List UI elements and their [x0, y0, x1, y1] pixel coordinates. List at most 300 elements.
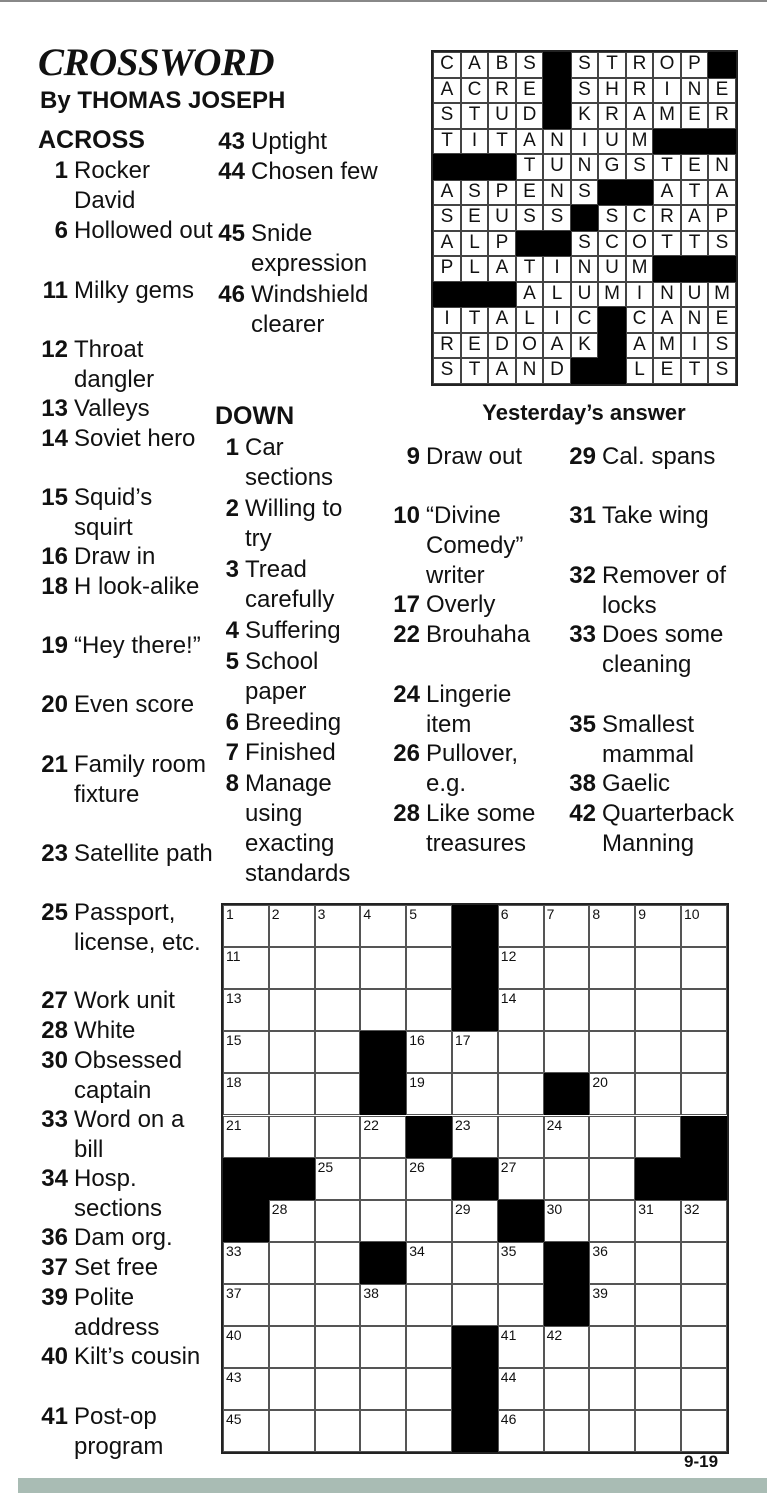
grid-cell[interactable] — [635, 1116, 681, 1158]
grid-cell[interactable] — [452, 1284, 498, 1326]
answer-black-square — [653, 129, 681, 155]
answer-letter: I — [543, 256, 571, 282]
grid-cell[interactable] — [360, 1200, 406, 1242]
grid-cell[interactable] — [269, 1284, 315, 1326]
answer-letter: S — [626, 154, 654, 180]
down-clue: 7 Finished — [225, 739, 336, 766]
grid-cell[interactable] — [498, 1368, 544, 1410]
answer-letter: N — [516, 358, 544, 384]
grid-black-square — [544, 1242, 590, 1284]
answer-letter: L — [626, 358, 654, 384]
across-clue: 25 Passport, license, etc. — [41, 899, 201, 956]
grid-cell[interactable] — [635, 1368, 681, 1410]
grid-cell[interactable] — [269, 1200, 315, 1242]
down-clue: 38 Gaelic — [569, 770, 671, 797]
grid-cell[interactable] — [681, 1200, 727, 1242]
answer-letter: S — [461, 180, 489, 206]
answer-letter: P — [488, 180, 516, 206]
grid-cell[interactable] — [681, 905, 727, 947]
grid-cell[interactable] — [589, 1116, 635, 1158]
grid-cell[interactable] — [544, 947, 590, 989]
answer-letter: S — [516, 205, 544, 231]
grid-cell[interactable] — [498, 905, 544, 947]
clue-number: 36 — [592, 1242, 608, 1259]
clue-number: 33 — [226, 1242, 242, 1259]
grid-cell[interactable] — [315, 1326, 361, 1368]
grid-cell[interactable] — [269, 947, 315, 989]
across-clue: 33 Word on a bill — [41, 1106, 185, 1163]
answer-letter: A — [708, 180, 736, 206]
down-clue: 8 Manage using exacting standards — [225, 770, 351, 887]
answer-letter: A — [516, 129, 544, 155]
grid-cell[interactable] — [589, 905, 635, 947]
answer-letter: N — [543, 180, 571, 206]
grid-cell[interactable] — [635, 905, 681, 947]
grid-cell[interactable] — [406, 1284, 452, 1326]
answer-letter: S — [598, 205, 626, 231]
answer-letter: L — [543, 282, 571, 308]
across-clue: 37 Set free — [41, 1254, 159, 1281]
clue-number: 14 — [500, 990, 517, 1007]
grid-black-square — [360, 1242, 406, 1284]
answer-letter: P — [433, 256, 461, 282]
answer-black-square — [488, 282, 516, 308]
answer-letter: A — [653, 180, 681, 206]
answer-letter: N — [571, 154, 599, 180]
grid-cell[interactable] — [498, 1284, 544, 1326]
answer-letter: C — [626, 205, 654, 231]
answer-letter: A — [626, 103, 654, 129]
grid-cell[interactable] — [681, 1368, 727, 1410]
grid-cell[interactable] — [315, 989, 361, 1031]
grid-cell[interactable] — [498, 1410, 544, 1452]
grid-cell[interactable] — [223, 1410, 269, 1452]
answer-letter: S — [571, 231, 599, 257]
grid-cell[interactable] — [544, 1031, 590, 1073]
clue-number: 1 — [226, 906, 234, 922]
answer-letter: U — [571, 282, 599, 308]
grid-cell[interactable] — [223, 1242, 269, 1284]
grid-cell[interactable] — [452, 1073, 498, 1115]
grid-black-square — [681, 1116, 727, 1158]
grid-cell[interactable] — [406, 1158, 452, 1200]
grid-cell[interactable] — [223, 1326, 269, 1368]
grid-black-square — [452, 1410, 498, 1452]
grid-cell[interactable] — [681, 989, 727, 1031]
answer-letter: E — [708, 307, 736, 333]
answer-letter: I — [543, 307, 571, 333]
clue-number: 8 — [592, 906, 601, 922]
grid-cell[interactable] — [315, 905, 361, 947]
grid-cell[interactable] — [589, 1284, 635, 1326]
answer-black-square — [433, 154, 461, 180]
grid-cell[interactable] — [681, 1031, 727, 1073]
answer-letter: N — [681, 78, 709, 104]
across-clue: 15 Squid’s squirt — [41, 484, 153, 541]
across-clue: 36 Dam org. — [41, 1224, 173, 1251]
grid-cell[interactable] — [360, 1368, 406, 1410]
answer-black-square — [708, 129, 736, 155]
answer-letter: I — [433, 307, 461, 333]
answer-letter: O — [653, 52, 681, 78]
grid-cell[interactable] — [360, 1158, 406, 1200]
answer-black-square — [598, 333, 626, 359]
grid-cell[interactable] — [635, 1200, 681, 1242]
byline: By THOMAS JOSEPH — [40, 87, 286, 114]
answer-letter: A — [433, 231, 461, 257]
answer-letter: T — [433, 129, 461, 155]
grid-cell[interactable] — [406, 1200, 452, 1242]
grid-cell[interactable] — [589, 1031, 635, 1073]
clue-number: 19 — [409, 1074, 425, 1091]
answer-letter: C — [461, 78, 489, 104]
answer-letter: S — [433, 358, 461, 384]
answer-letter: C — [433, 52, 461, 78]
top-rule — [0, 0, 767, 2]
grid-cell[interactable] — [498, 1031, 544, 1073]
clue-number: 28 — [271, 1200, 288, 1217]
answer-black-square — [543, 52, 571, 78]
answer-letter: A — [488, 256, 516, 282]
answer-letter: L — [461, 231, 489, 257]
grid-cell[interactable] — [498, 1158, 544, 1200]
across-clue: 21 Family room fixture — [41, 751, 207, 808]
grid-cell[interactable] — [223, 1116, 269, 1158]
answer-letter: A — [543, 333, 571, 359]
grid-black-square — [406, 1116, 452, 1158]
grid-cell[interactable] — [452, 1242, 498, 1284]
grid-black-square — [544, 1073, 590, 1115]
grid-cell[interactable] — [223, 905, 269, 947]
answer-letter: O — [626, 231, 654, 257]
grid-cell[interactable] — [589, 1368, 635, 1410]
crossword-grid[interactable] — [221, 903, 729, 1454]
grid-cell[interactable] — [589, 1158, 635, 1200]
grid-cell[interactable] — [498, 989, 544, 1031]
grid-cell[interactable] — [360, 1284, 406, 1326]
down-clue: 26 Pullover, e.g. — [393, 740, 519, 797]
answer-letter: I — [571, 129, 599, 155]
grid-black-square — [635, 1158, 681, 1200]
answer-letter: S — [433, 103, 461, 129]
across-clue: 19 “Hey there!” — [41, 632, 201, 659]
answer-letter: A — [516, 282, 544, 308]
grid-cell[interactable] — [544, 1200, 590, 1242]
grid-cell[interactable] — [681, 1242, 727, 1284]
answer-black-square — [461, 282, 489, 308]
answer-letter: A — [433, 78, 461, 104]
across-clue: 6 Hollowed out — [54, 217, 213, 244]
answer-letter: A — [433, 180, 461, 206]
answer-black-square — [543, 78, 571, 104]
across-clue: 28 White — [41, 1017, 136, 1044]
grid-cell[interactable] — [406, 989, 452, 1031]
answer-letter: G — [598, 154, 626, 180]
grid-cell[interactable] — [360, 1326, 406, 1368]
answer-letter: A — [681, 205, 709, 231]
grid-cell[interactable] — [406, 1031, 452, 1073]
answer-letter: R — [626, 52, 654, 78]
grid-cell[interactable] — [406, 1368, 452, 1410]
grid-cell[interactable] — [589, 1410, 635, 1452]
answer-letter: R — [708, 103, 736, 129]
answer-letter: S — [571, 52, 599, 78]
grid-cell[interactable] — [544, 1326, 590, 1368]
answer-letter: D — [543, 358, 571, 384]
grid-cell[interactable] — [544, 1368, 590, 1410]
answer-letter: N — [708, 154, 736, 180]
grid-cell[interactable] — [544, 989, 590, 1031]
answer-letter: T — [681, 231, 709, 257]
grid-cell[interactable] — [360, 947, 406, 989]
clue-number: 17 — [455, 1032, 471, 1049]
down-clue: 28 Like some treasures — [393, 800, 536, 857]
grid-cell[interactable] — [360, 989, 406, 1031]
grid-cell[interactable] — [360, 1410, 406, 1452]
grid-cell[interactable] — [635, 947, 681, 989]
grid-cell[interactable] — [589, 1200, 635, 1242]
answer-letter: B — [488, 52, 516, 78]
grid-cell[interactable] — [681, 1410, 727, 1452]
down-heading: DOWN — [215, 402, 295, 430]
grid-cell[interactable] — [498, 1073, 544, 1115]
across-clue: 46 Windshield clearer — [218, 281, 369, 338]
answer-letter: U — [681, 282, 709, 308]
answer-letter: T — [461, 307, 489, 333]
grid-cell[interactable] — [315, 1158, 361, 1200]
answer-black-square — [461, 154, 489, 180]
down-clue: 17 Overly — [393, 591, 496, 618]
across-clue: 18 H look-alike — [41, 573, 200, 600]
across-clue: 39 Polite address — [41, 1284, 160, 1341]
answer-letter: R — [433, 333, 461, 359]
grid-cell[interactable] — [498, 1242, 544, 1284]
grid-cell[interactable] — [635, 1031, 681, 1073]
grid-cell[interactable] — [406, 1410, 452, 1452]
grid-black-square — [452, 989, 498, 1031]
answer-letter: T — [461, 103, 489, 129]
grid-cell[interactable] — [498, 1116, 544, 1158]
answer-letter: T — [516, 154, 544, 180]
answer-letter: K — [571, 333, 599, 359]
grid-cell[interactable] — [589, 1073, 635, 1115]
clue-number: 13 — [226, 990, 242, 1007]
grid-cell[interactable] — [269, 989, 315, 1031]
grid-cell[interactable] — [498, 1326, 544, 1368]
answer-letter: U — [488, 103, 516, 129]
grid-cell[interactable] — [589, 989, 635, 1031]
grid-cell[interactable] — [635, 1326, 681, 1368]
grid-cell[interactable] — [544, 1410, 590, 1452]
clue-number: 40 — [226, 1327, 242, 1343]
grid-cell[interactable] — [360, 1116, 406, 1158]
grid-cell[interactable] — [269, 1116, 315, 1158]
across-clue: 12 Throat dangler — [41, 336, 155, 393]
grid-cell[interactable] — [635, 1073, 681, 1115]
grid-cell[interactable] — [452, 1031, 498, 1073]
grid-cell[interactable] — [681, 1073, 727, 1115]
across-clue: 23 Satellite path — [41, 840, 213, 867]
answer-black-square — [708, 256, 736, 282]
down-clue: 1 Car sections — [225, 434, 334, 491]
grid-cell[interactable] — [269, 1073, 315, 1115]
answer-letter: E — [708, 78, 736, 104]
grid-cell[interactable] — [406, 1073, 452, 1115]
grid-black-square — [452, 1158, 498, 1200]
across-clue: 14 Soviet hero — [41, 425, 196, 452]
grid-cell[interactable] — [269, 1242, 315, 1284]
grid-cell[interactable] — [223, 1368, 269, 1410]
grid-cell[interactable] — [635, 1410, 681, 1452]
grid-cell[interactable] — [635, 1242, 681, 1284]
grid-black-square — [360, 1073, 406, 1115]
grid-cell[interactable] — [223, 989, 269, 1031]
answer-letter: A — [488, 307, 516, 333]
answer-letter: M — [653, 333, 681, 359]
clue-number: 31 — [638, 1200, 654, 1217]
answer-black-square — [488, 154, 516, 180]
clue-number: 10 — [684, 906, 700, 922]
grid-cell[interactable] — [315, 1242, 361, 1284]
answer-letter: L — [461, 256, 489, 282]
grid-black-square — [681, 1158, 727, 1200]
clue-number: 34 — [409, 1242, 425, 1259]
page-title: CROSSWORD — [38, 41, 275, 84]
answer-letter: U — [543, 154, 571, 180]
grid-cell[interactable] — [315, 1031, 361, 1073]
down-clue: 2 Willing to try — [225, 495, 343, 552]
clue-number: 12 — [500, 948, 517, 965]
answer-letter: I — [681, 333, 709, 359]
grid-cell[interactable] — [544, 1116, 590, 1158]
answer-letter: T — [598, 52, 626, 78]
answer-letter: T — [488, 129, 516, 155]
grid-cell[interactable] — [269, 1326, 315, 1368]
puzzle-date: 9-19 — [684, 1452, 719, 1471]
answer-letter: E — [681, 103, 709, 129]
grid-cell[interactable] — [223, 1284, 269, 1326]
grid-cell[interactable] — [635, 989, 681, 1031]
answer-letter: E — [461, 333, 489, 359]
grid-cell[interactable] — [315, 947, 361, 989]
grid-cell[interactable] — [589, 947, 635, 989]
grid-cell[interactable] — [544, 905, 590, 947]
answer-letter: T — [461, 358, 489, 384]
answer-letter: S — [516, 52, 544, 78]
grid-cell[interactable] — [452, 1116, 498, 1158]
grid-cell[interactable] — [406, 947, 452, 989]
clue-number: 2 — [271, 906, 280, 922]
clue-number: 3 — [317, 906, 326, 922]
across-clue: 13 Valleys — [41, 395, 150, 422]
bottom-bar — [18, 1478, 767, 1493]
across-clue: 45 Snide expression — [218, 220, 368, 277]
grid-cell[interactable] — [589, 1242, 635, 1284]
clue-number: 35 — [500, 1242, 517, 1259]
grid-cell[interactable] — [406, 905, 452, 947]
grid-cell[interactable] — [452, 1200, 498, 1242]
across-clue: 40 Kilt’s cousin — [41, 1343, 201, 1370]
answer-letter: E — [516, 78, 544, 104]
answer-black-square — [543, 103, 571, 129]
answer-letter: C — [571, 307, 599, 333]
clue-number: 20 — [592, 1074, 608, 1091]
down-clue: 5 School paper — [225, 648, 319, 705]
grid-cell[interactable] — [315, 1410, 361, 1452]
down-clue: 3 Tread carefully — [225, 556, 335, 613]
answer-letter: T — [653, 154, 681, 180]
grid-cell[interactable] — [681, 1326, 727, 1368]
clue-number: 16 — [409, 1032, 425, 1049]
answer-letter: N — [653, 282, 681, 308]
answer-letter: R — [653, 205, 681, 231]
answer-letter: T — [681, 180, 709, 206]
grid-cell[interactable] — [269, 905, 315, 947]
answer-letter: P — [681, 52, 709, 78]
clue-number: 23 — [455, 1116, 471, 1133]
grid-cell[interactable] — [223, 1031, 269, 1073]
answer-letter: K — [571, 103, 599, 129]
answer-letter: C — [598, 231, 626, 257]
answer-letter: M — [626, 129, 654, 155]
clue-number: 27 — [500, 1158, 517, 1175]
grid-cell[interactable] — [315, 1368, 361, 1410]
clue-number: 7 — [546, 906, 555, 922]
grid-cell[interactable] — [269, 1410, 315, 1452]
grid-cell[interactable] — [406, 1326, 452, 1368]
answer-letter: T — [516, 256, 544, 282]
clue-number: 43 — [226, 1369, 242, 1386]
grid-cell[interactable] — [406, 1242, 452, 1284]
down-clue: 10 “Divine Comedy” writer — [393, 502, 524, 589]
grid-cell[interactable] — [681, 1284, 727, 1326]
answer-letter: P — [708, 205, 736, 231]
grid-cell[interactable] — [223, 947, 269, 989]
grid-cell[interactable] — [498, 947, 544, 989]
clue-number: 22 — [363, 1116, 379, 1133]
down-clue: 31 Take wing — [569, 502, 709, 529]
grid-cell[interactable] — [589, 1326, 635, 1368]
answer-black-square — [571, 358, 599, 384]
answer-black-square — [681, 256, 709, 282]
grid-black-square — [452, 1326, 498, 1368]
answer-letter: A — [653, 307, 681, 333]
grid-cell[interactable] — [223, 1073, 269, 1115]
grid-cell[interactable] — [269, 1368, 315, 1410]
grid-cell[interactable] — [315, 1116, 361, 1158]
answer-letter: N — [571, 256, 599, 282]
answer-letter: S — [543, 205, 571, 231]
grid-cell[interactable] — [360, 905, 406, 947]
down-clue: 35 Smallest mammal — [569, 711, 695, 768]
answer-letter: U — [598, 129, 626, 155]
answer-black-square — [598, 307, 626, 333]
grid-cell[interactable] — [315, 1284, 361, 1326]
grid-cell[interactable] — [635, 1284, 681, 1326]
answer-letter: M — [708, 282, 736, 308]
answer-letter: S — [708, 231, 736, 257]
grid-cell[interactable] — [315, 1073, 361, 1115]
across-clue: 34 Hosp. sections — [41, 1165, 163, 1222]
grid-cell[interactable] — [544, 1158, 590, 1200]
grid-cell[interactable] — [269, 1031, 315, 1073]
grid-cell[interactable] — [681, 947, 727, 989]
down-clue: 42 Quarterback Manning — [569, 800, 735, 857]
grid-cell[interactable] — [315, 1200, 361, 1242]
answer-letter: A — [488, 358, 516, 384]
answer-letter: S — [571, 180, 599, 206]
answer-letter: D — [516, 103, 544, 129]
